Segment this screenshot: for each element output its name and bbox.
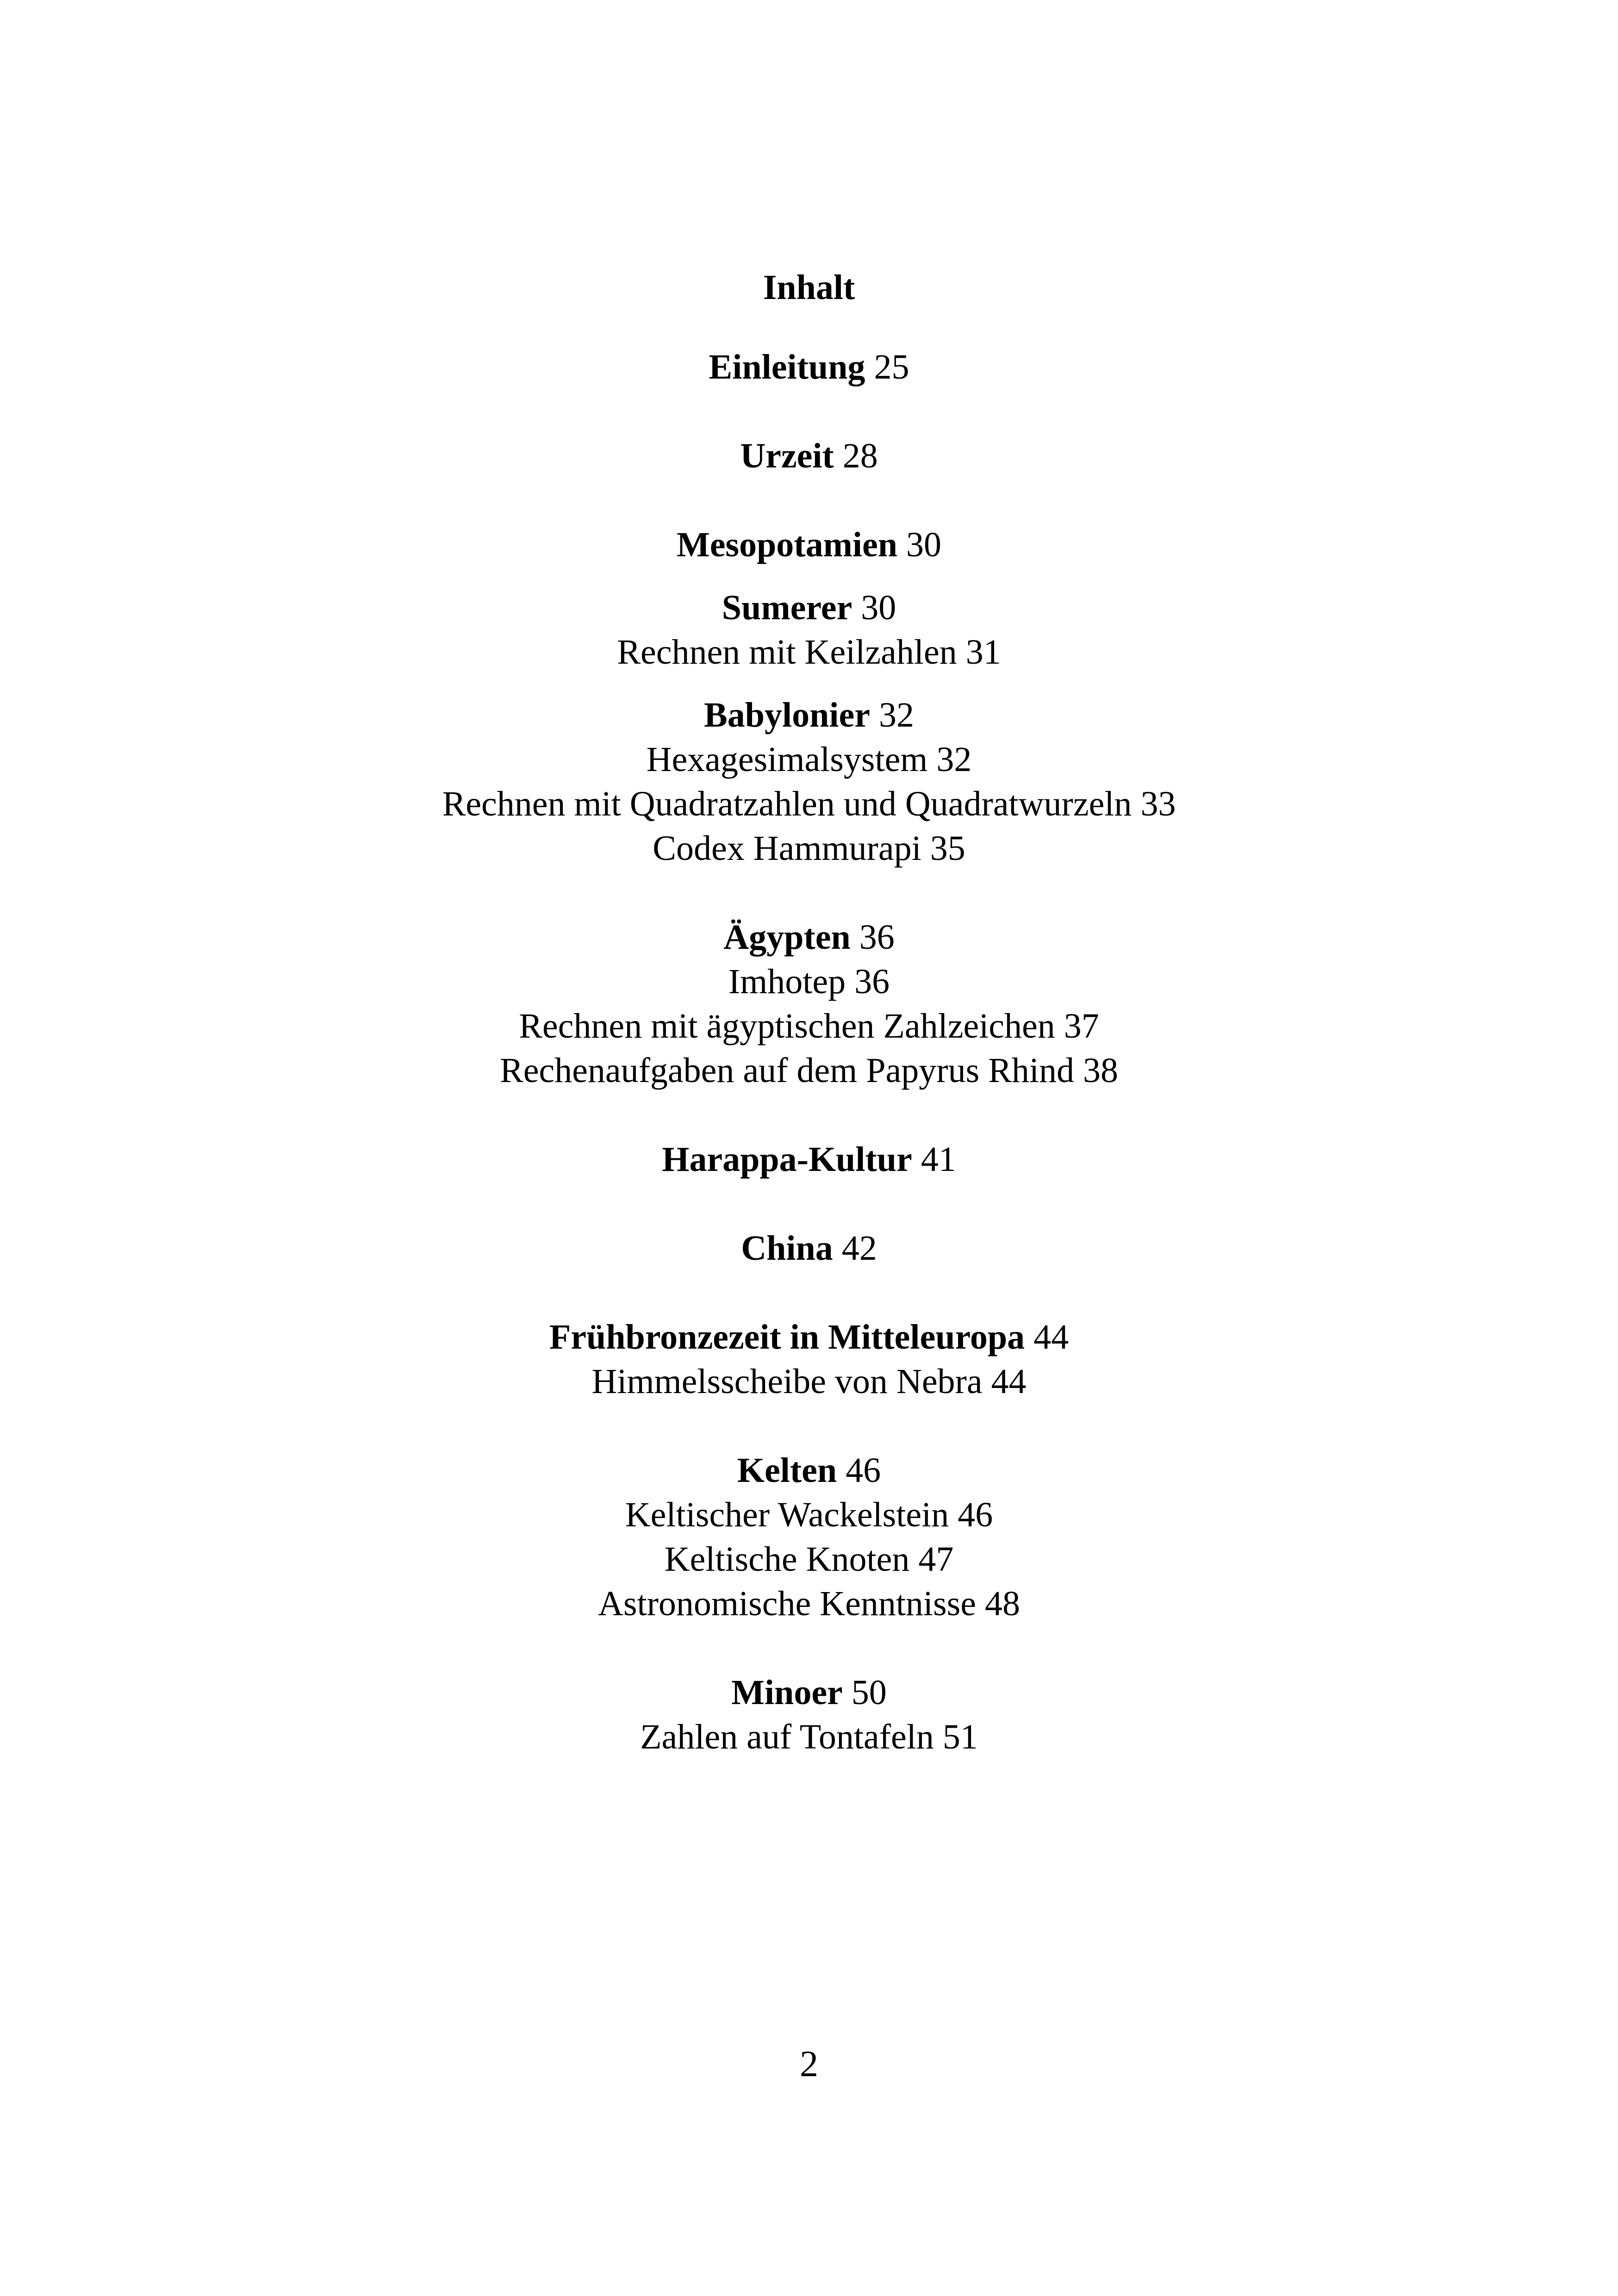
toc-heading: Sumerer xyxy=(722,588,853,627)
toc-entry xyxy=(0,630,1618,674)
toc-page-number: 44 xyxy=(1033,1318,1069,1356)
toc-entry xyxy=(0,826,1618,871)
toc-heading: Harappa-Kultur xyxy=(662,1140,912,1179)
toc-section-sumerer xyxy=(0,585,1618,674)
toc-heading-line xyxy=(0,1137,1618,1182)
toc-section-aegypten xyxy=(0,915,1618,1093)
toc-section-einleitung xyxy=(0,345,1618,389)
toc-heading-line xyxy=(0,585,1618,630)
toc-entry xyxy=(0,1004,1618,1048)
toc-page-number: 41 xyxy=(921,1140,956,1179)
toc-page-number: 31 xyxy=(965,633,1001,672)
toc-entry-text: Rechnen mit Quadratzahlen und Quadratwurzeln xyxy=(442,784,1132,823)
toc-page-number: 28 xyxy=(842,436,878,475)
toc-page-number: 46 xyxy=(958,1495,993,1534)
toc-entry xyxy=(0,959,1618,1004)
toc-entry-text: Keltische Knoten xyxy=(664,1540,910,1579)
toc-heading: Kelten xyxy=(737,1451,837,1490)
toc-heading-line xyxy=(0,1448,1618,1493)
toc-page-number: 46 xyxy=(846,1451,881,1490)
toc-page-number: 25 xyxy=(874,348,909,386)
toc-heading-line xyxy=(0,345,1618,389)
toc-heading: Urzeit xyxy=(740,436,834,475)
toc-entry xyxy=(0,782,1618,826)
toc-heading-line xyxy=(0,523,1618,567)
toc-entry-text: Keltischer Wackelstein xyxy=(625,1495,949,1534)
toc-section-minoer xyxy=(0,1670,1618,1759)
toc-page-number: 44 xyxy=(991,1362,1027,1401)
toc-page-number: 35 xyxy=(930,829,965,868)
toc-entry xyxy=(0,737,1618,782)
toc-entry xyxy=(0,1537,1618,1581)
toc-heading: Frühbronzezeit in Mitteleuropa xyxy=(549,1318,1025,1356)
toc-page-number: 32 xyxy=(936,740,972,779)
toc-entry-text: Rechnen mit ägyptischen Zahlzeichen xyxy=(519,1007,1055,1045)
page-number: 2 xyxy=(800,2044,818,2084)
toc-page-number: 48 xyxy=(984,1584,1020,1623)
toc-section-babylonier xyxy=(0,693,1618,871)
toc-section-china xyxy=(0,1226,1618,1270)
toc-heading-line xyxy=(0,434,1618,478)
toc-entry-text: Astronomische Kenntnisse xyxy=(598,1584,976,1623)
toc-page-number: 47 xyxy=(918,1540,954,1579)
toc-entry-text: Codex Hammurapi xyxy=(653,829,921,868)
toc-heading: Minoer xyxy=(731,1673,843,1712)
toc-page-number: 30 xyxy=(861,588,896,627)
toc-heading-line xyxy=(0,915,1618,959)
toc-section-mesopotamien xyxy=(0,523,1618,567)
toc-heading-line xyxy=(0,1670,1618,1715)
toc-entry-text: Imhotep xyxy=(728,962,846,1001)
toc-entry xyxy=(0,1715,1618,1759)
toc-page-number: 33 xyxy=(1140,784,1176,823)
toc-section-harappa-kultur xyxy=(0,1137,1618,1182)
toc-title: Inhalt xyxy=(763,268,855,307)
toc-page-number: 36 xyxy=(859,918,895,957)
toc-page-number: 37 xyxy=(1064,1007,1099,1045)
toc-section-urzeit xyxy=(0,434,1618,478)
toc-page-number: 42 xyxy=(841,1229,877,1268)
toc-entry xyxy=(0,1493,1618,1537)
toc-heading: Ägypten xyxy=(723,918,851,957)
toc-heading: Einleitung xyxy=(709,348,865,386)
toc-heading: China xyxy=(741,1229,833,1268)
toc-entry-text: Zahlen auf Tontafeln xyxy=(640,1717,934,1756)
toc-entry-text: Rechenaufgaben auf dem Papyrus Rhind xyxy=(500,1051,1074,1090)
toc-heading-line xyxy=(0,693,1618,737)
toc-entry xyxy=(0,1048,1618,1093)
toc-entry xyxy=(0,1359,1618,1404)
toc-page-number: 32 xyxy=(878,696,914,734)
toc-section-kelten xyxy=(0,1448,1618,1626)
toc-heading: Mesopotamien xyxy=(676,525,898,564)
toc-page-number: 30 xyxy=(906,525,942,564)
toc-entry-text: Rechnen mit Keilzahlen xyxy=(617,633,957,672)
toc-entry-text: Hexagesimalsystem xyxy=(646,740,928,779)
toc-page-number: 36 xyxy=(854,962,890,1001)
toc-page-number: 51 xyxy=(942,1717,978,1756)
toc-page-number: 38 xyxy=(1083,1051,1118,1090)
toc-heading-line xyxy=(0,1315,1618,1359)
toc-page-number: 50 xyxy=(851,1673,887,1712)
toc-heading: Babylonier xyxy=(704,696,870,734)
toc-section-fruehbronzezeit xyxy=(0,1315,1618,1404)
toc-entry xyxy=(0,1581,1618,1626)
toc-heading-line xyxy=(0,1226,1618,1270)
table-of-contents xyxy=(0,265,1618,1804)
toc-entry-text: Himmelsscheibe von Nebra xyxy=(591,1362,983,1401)
